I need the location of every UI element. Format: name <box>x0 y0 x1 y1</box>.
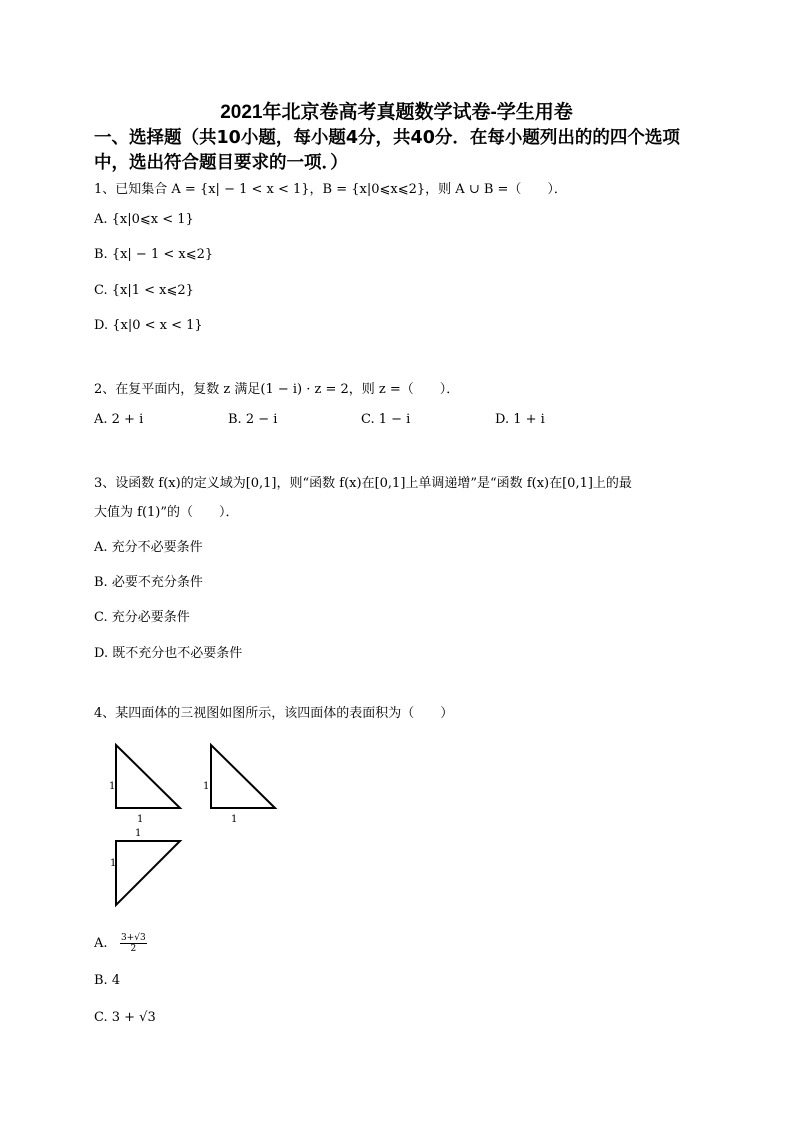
q4-option-c: C. 3 + √3 <box>94 1010 156 1025</box>
q1-option-b: B. {x| − 1 < x⩽2} <box>94 247 214 262</box>
fraction <box>120 933 147 954</box>
section-heading-line2: 中，选出符合题目要求的一项．） <box>94 153 348 173</box>
option-letter: A. <box>94 936 108 951</box>
q3-option-a: A. 充分不必要条件 <box>94 540 203 555</box>
q2-option-a: A. 2 + i <box>94 412 144 427</box>
front-view-triangle <box>116 745 180 808</box>
dim-label: 1 <box>137 814 144 825</box>
denominator: 2 <box>130 944 137 954</box>
q2-option-d: D. 1 + i <box>495 412 545 427</box>
dim-label: 1 <box>203 781 210 792</box>
dim-label: 1 <box>109 781 116 792</box>
q3-stem-line1: 3、设函数 f(x)的定义域为[0,1]，则“函数 f(x)在[0,1]上单调递增”是“函数 f(x)在[0,1]上的最 <box>94 476 632 491</box>
q2-option-b: B. 2 − i <box>228 412 278 427</box>
q1-stem: 1、已知集合 A = {x| − 1 < x < 1}，B = {x|0⩽x⩽2}，则 A ∪ B =（ ）． <box>94 182 567 197</box>
top-view-triangle <box>116 841 180 905</box>
q1-option-c: C. {x|1 < x⩽2} <box>94 283 194 298</box>
q4-option-a <box>94 933 147 954</box>
side-view-triangle <box>211 745 275 808</box>
dim-label: 1 <box>110 858 117 869</box>
q2-stem: 2、在复平面内，复数 z 满足(1 − i) · z = 2，则 z =（ ）． <box>94 382 460 397</box>
dim-label: 1 <box>135 828 142 839</box>
q3-option-c: C. 充分必要条件 <box>94 610 190 625</box>
q1-option-a: A. {x|0⩽x < 1} <box>94 212 194 227</box>
q4-option-b: B. 4 <box>94 973 121 988</box>
q4-stem: 4、某四面体的三视图如图所示，该四面体的表面积为（ ） <box>94 706 454 721</box>
q3-option-d: D. 既不充分也不必要条件 <box>94 646 243 661</box>
q3-stem-line2: 大值为 f(1)”的（ ）． <box>94 505 239 520</box>
numerator: 3+√3 <box>120 933 146 943</box>
section-heading-line1: 一、选择题（共10小题，每小题4分，共40分．在每小题列出的的四个选项 <box>94 128 680 148</box>
page-title: 2021年北京卷高考真题数学试卷-学生用卷 <box>220 102 573 123</box>
q1-option-d: D. {x|0 < x < 1} <box>94 318 203 333</box>
q2-option-c: C. 1 − i <box>361 412 411 427</box>
dim-label: 1 <box>231 814 238 825</box>
q3-option-b: B. 必要不充分条件 <box>94 575 203 590</box>
